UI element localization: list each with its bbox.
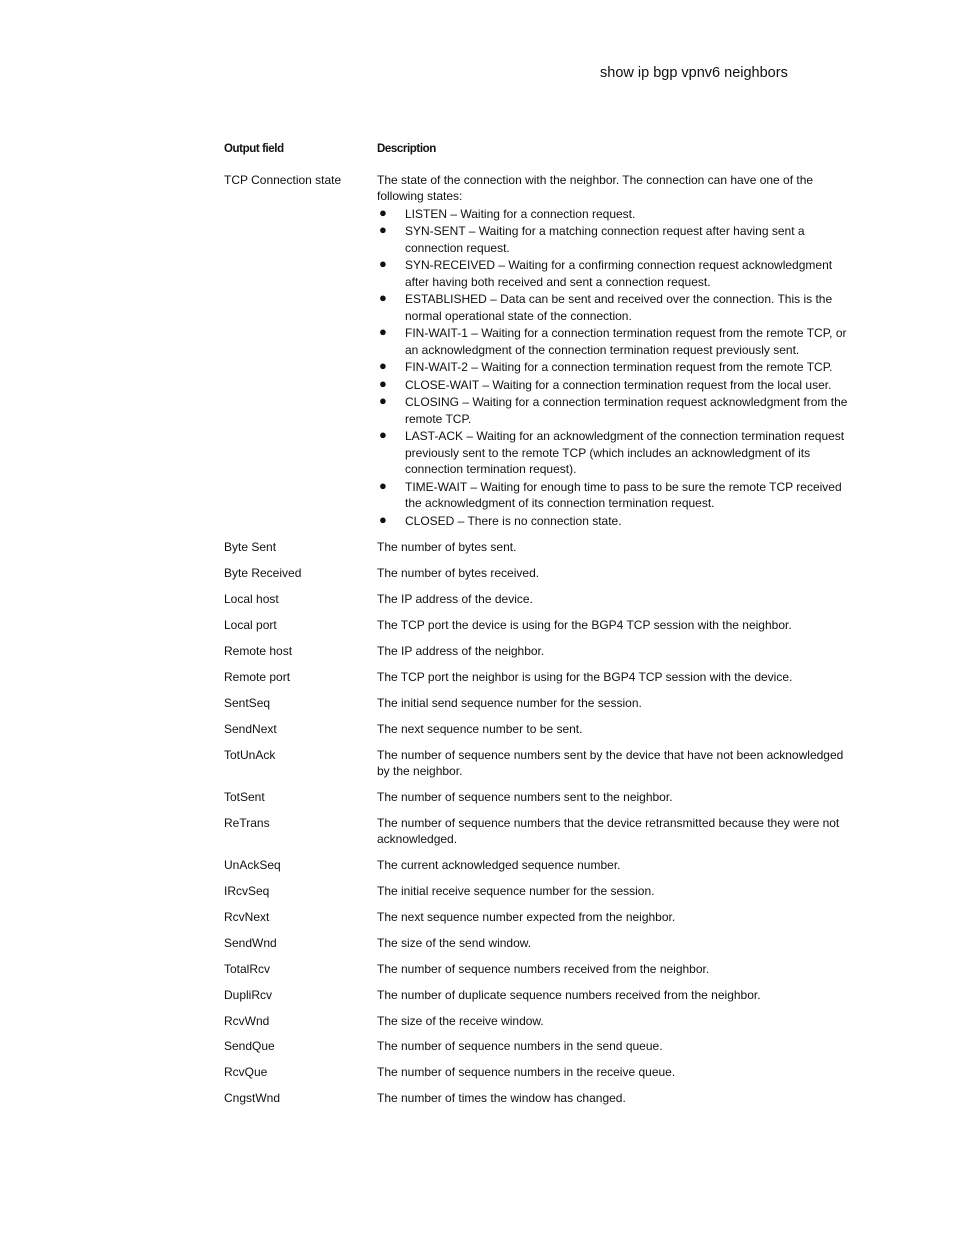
table-row [224,695,854,721]
field-name: Remote host [224,643,293,658]
tcp-state-text: FIN-WAIT-1 – Waiting for a connection termination request from the remote TCP, or an acknowledgment of the connection termination request previously sent. [405,326,847,357]
field-description: The size of the receive window. [377,1013,544,1028]
field-description: The number of sequence numbers that the device retransmitted because they were not acknowledged. [377,815,840,847]
table-row [224,1038,854,1064]
field-name: TotSent [224,789,265,804]
table-row-tcp-connection-state [224,172,854,540]
field-description: The size of the send window. [377,935,532,950]
table-row [224,669,854,695]
field-name: RcvNext [224,909,270,924]
page-header-title: show ip bgp vpnv6 neighbors [600,65,788,81]
output-fields-table [224,141,854,1116]
field-description: The number of sequence numbers received from the neighbor. [377,961,710,976]
table-row [224,643,854,669]
tcp-state-text: LAST-ACK – Waiting for an acknowledgment of the connection termination request previously sent to the remote TCP (which includes an acknowledgment of its connection termination request). [405,429,845,476]
tcp-state-item [377,291,854,324]
bullet-icon: ● [379,358,387,373]
bullet-icon: ● [379,375,387,391]
field-description: The current acknowledged sequence number. [377,858,621,873]
table-row [224,591,854,617]
table-row [224,721,854,747]
field-name: SendQue [224,1039,275,1054]
table-row [224,909,854,935]
field-description: The number of bytes sent. [377,540,517,555]
field-description: The initial receive sequence number for the session. [377,884,655,899]
table-row [224,747,854,789]
tcp-state-list [377,206,854,530]
tcp-state-text: SYN-RECEIVED – Waiting for a confirming connection request acknowledgment after having both received and sent a connection request. [405,258,833,289]
bullet-icon: ● [379,324,387,339]
field-description: The number of sequence numbers in the receive queue. [377,1065,676,1080]
table-row [224,935,854,961]
bullet-icon: ● [379,256,387,271]
field-description: The number of bytes received. [377,566,540,581]
tcp-state-text: CLOSE-WAIT – Waiting for a connection termination request from the local user. [405,377,832,392]
field-name: Local port [224,618,277,633]
field-description: The IP address of the device. [377,592,533,607]
field-name: Local host [224,592,279,607]
table-row [224,565,854,591]
field-description: The number of sequence numbers sent to the neighbor. [377,789,673,804]
tcp-state-text: CLOSED – There is no connection state. [405,513,622,528]
tcp-state-item [377,377,854,394]
tcp-state-item [377,359,854,376]
tcp-state-text: TIME-WAIT – Waiting for enough time to pass to be sure the remote TCP received the acknowledgment of its connection termination request. [405,479,842,510]
tcp-state-item [377,325,854,358]
field-name: SentSeq [224,695,271,710]
field-name: SendNext [224,721,277,736]
table-row [224,1064,854,1090]
table-row [224,789,854,815]
tcp-state-text: ESTABLISHED – Data can be sent and received over the connection. This is the normal operational state of the connection. [405,292,833,323]
field-description: The next sequence number to be sent. [377,721,583,736]
table-row [224,987,854,1013]
tcp-state-item [377,428,854,478]
tcp-state-item [377,479,854,512]
field-name: IRcvSeq [224,884,270,899]
bullet-icon: ● [379,222,387,237]
field-name: Byte Sent [224,540,277,555]
table-row [224,961,854,987]
bullet-icon: ● [379,477,387,493]
table-row [224,1090,854,1116]
tcp-state-intro: The state of the connection with the neighbor. The connection can have one of the following states: [377,172,814,203]
table-row [224,857,854,883]
field-description: The number of times the window has changed. [377,1091,626,1106]
field-name: RcvWnd [224,1013,270,1028]
column-header-description: Description [377,143,436,155]
tcp-state-text: FIN-WAIT-2 – Waiting for a connection termination request from the remote TCP. [405,360,833,374]
tcp-state-item [377,257,854,290]
field-description: The TCP port the neighbor is using for the BGP4 TCP session with the device. [377,669,793,684]
tcp-state-item [377,394,854,427]
field-name: CngstWnd [224,1091,281,1106]
table-row [224,617,854,643]
table-header-row [224,141,854,172]
field-description: The IP address of the neighbor. [377,643,545,658]
field-description: The TCP port the device is using for the BGP4 TCP session with the neighbor. [377,618,792,633]
field-description [377,172,854,540]
table-row [224,815,854,857]
bullet-icon: ● [379,427,387,442]
field-description: The number of sequence numbers sent by the device that have not been acknowledged by the neighbor. [377,747,844,779]
tcp-state-text: SYN-SENT – Waiting for a matching connection request after having sent a connection request. [405,224,805,255]
tcp-state-item [377,206,854,223]
tcp-state-item [377,223,854,256]
tcp-state-item [377,513,854,530]
field-name: UnAckSeq [224,858,281,873]
field-description: The number of duplicate sequence numbers received from the neighbor. [377,987,761,1002]
bullet-icon: ● [379,393,387,408]
field-name: TotUnAck [224,747,276,762]
field-description: The initial send sequence number for the session. [377,695,642,710]
field-name: TCP Connection state [224,172,342,187]
column-header-output-field: Output field [224,143,284,155]
field-name: DupliRcv [224,987,273,1002]
bullet-icon: ● [379,290,387,305]
table-row [224,1013,854,1039]
bullet-icon: ● [379,511,387,527]
bullet-icon: ● [379,204,387,220]
tcp-state-text: LISTEN – Waiting for a connection request. [405,206,636,221]
field-name: Remote port [224,669,291,684]
field-description: The number of sequence numbers in the send queue. [377,1039,663,1054]
field-description: The next sequence number expected from the neighbor. [377,909,676,924]
field-name: SendWnd [224,935,277,950]
field-name: ReTrans [224,815,270,830]
table-row [224,883,854,909]
table-row [224,539,854,565]
field-name: TotalRcv [224,961,271,976]
field-name: Byte Received [224,566,302,581]
field-name: RcvQue [224,1065,268,1080]
tcp-state-text: CLOSING – Waiting for a connection termination request acknowledgment from the remote TCP. [405,395,848,426]
